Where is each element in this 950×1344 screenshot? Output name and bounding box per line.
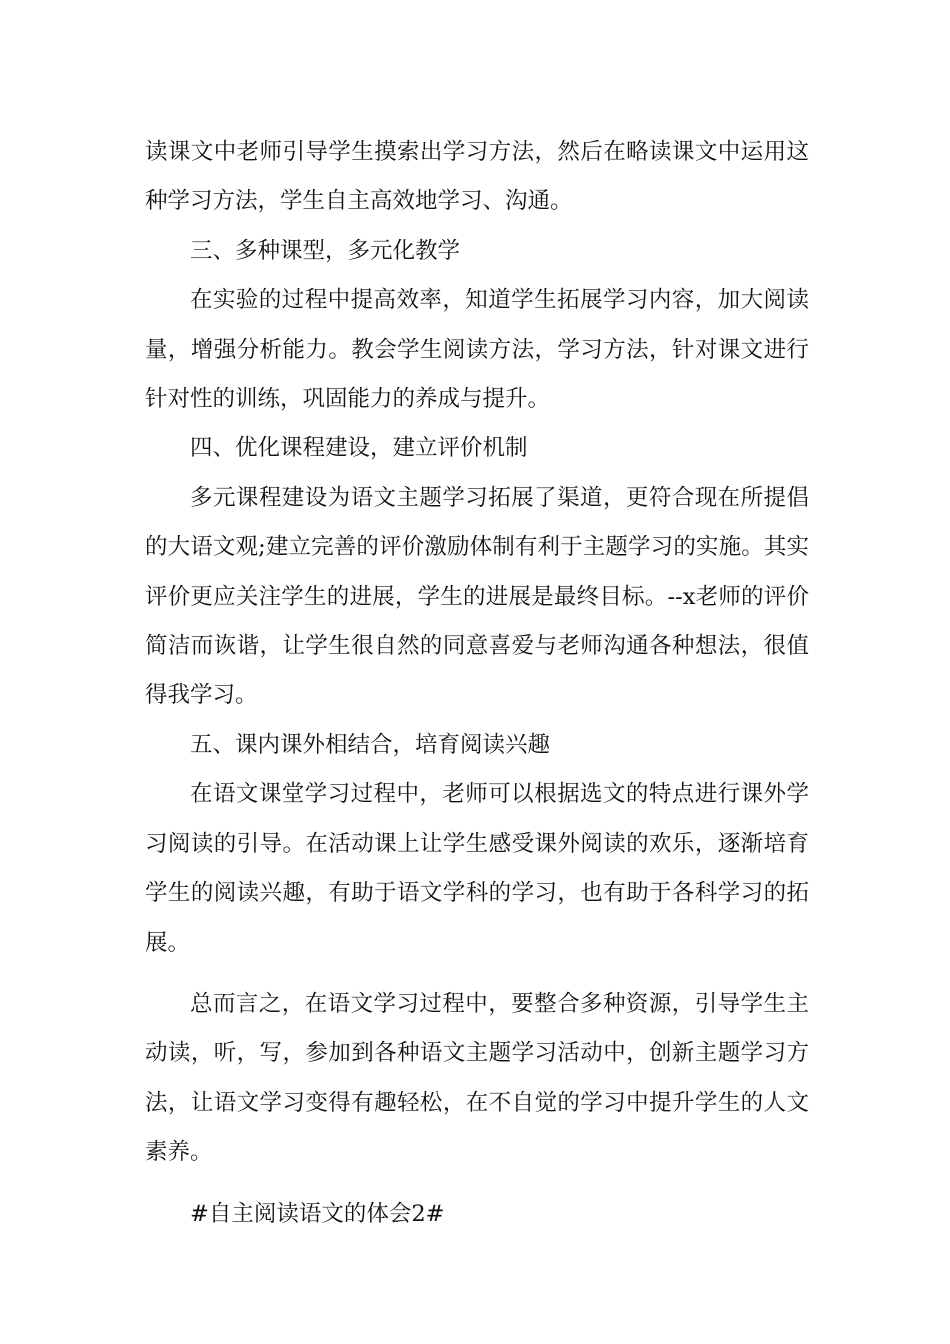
paragraph-section-4: 多元课程建设为语文主题学习拓展了渠道，更符合现在所提倡的大语文观;建立完善的评价激励体制有利于主题学习的实施。其实评价更应关注学生的进展，学生的进展是最终目标。--x老师的评价简洁而诙谐，让学生很自然的同意喜爱与老师沟通各种想法，很值得我学习。 — [145, 484, 809, 709]
section-heading-5: 五、课内课外相结合，培育阅读兴趣 — [190, 731, 551, 758]
section-heading-4: 四、优化课程建设，建立评价机制 — [190, 435, 528, 462]
paragraph-conclusion: 总而言之，在语文学习过程中，要整合多种资源，引导学生主动读，听，写，参加到各种语文主题学习活动中，创新主题学习方法，让语文学习变得有趣轻松，在不自觉的学习中提升学生的人文素养。 — [145, 990, 809, 1166]
next-article-title: #自主阅读语文的体会2# — [190, 1200, 445, 1227]
section-heading-3: 三、多种课型，多元化教学 — [190, 237, 461, 264]
document-body — [145, 128, 809, 1239]
paragraph-section-3: 在实验的过程中提高效率，知道学生拓展学习内容，加大阅读量，增强分析能力。教会学生阅读方法，学习方法，针对课文进行针对性的训练，巩固能力的养成与提升。 — [145, 287, 809, 413]
paragraph-continuation: 读课文中老师引导学生摸索出学习方法，然后在略读课文中运用这种学习方法，学生自主高效地学习、沟通。 — [145, 139, 809, 215]
paragraph-section-5: 在语文课堂学习过程中，老师可以根据选文的特点进行课外学习阅读的引导。在活动课上让学生感受课外阅读的欢乐，逐渐培育学生的阅读兴趣，有助于语文学科的学习，也有助于各科学习的拓展。 — [145, 781, 809, 956]
